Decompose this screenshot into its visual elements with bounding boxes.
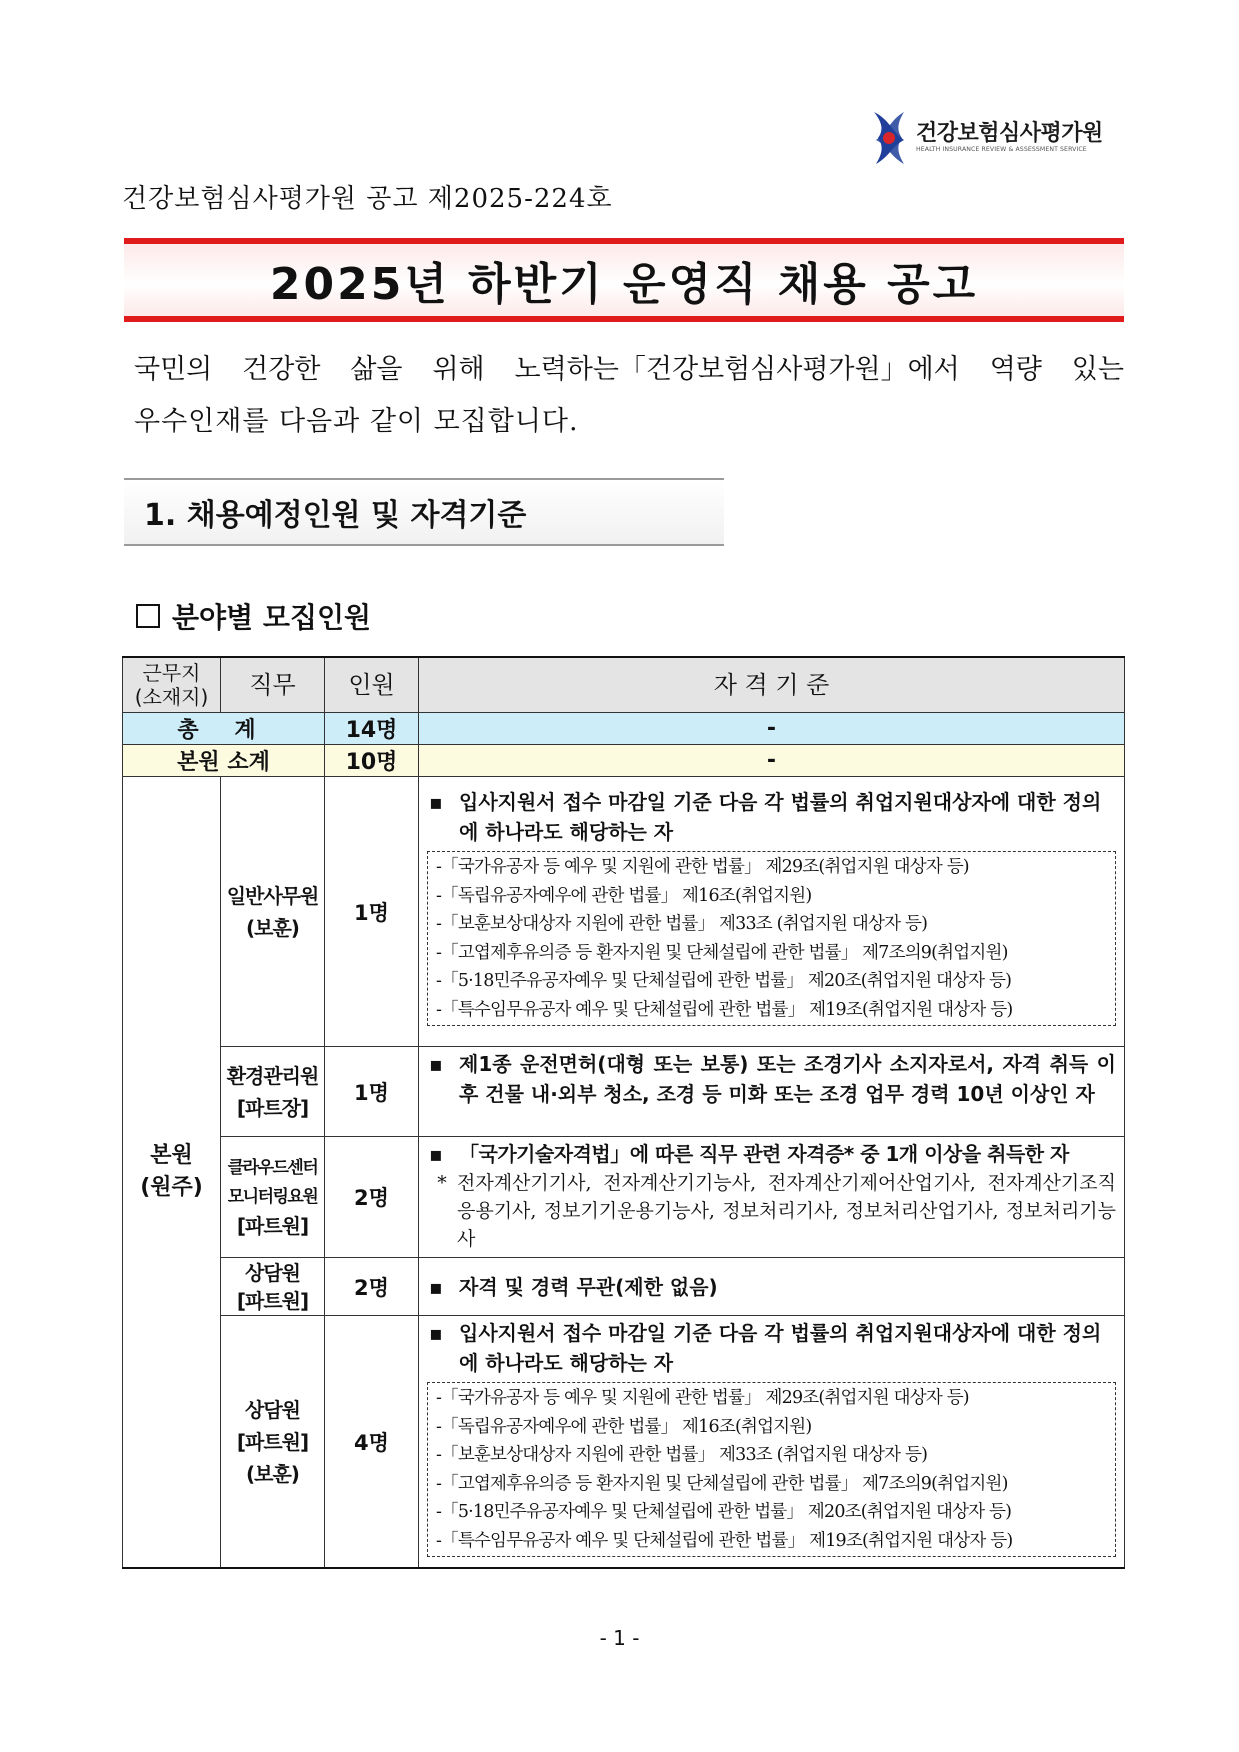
count-cell: 4명 [325, 1316, 419, 1569]
header-location-line2: (소재지) [134, 685, 209, 709]
criteria-bullet [427, 1272, 1116, 1302]
law-item: -「고엽제후유의증 등 환자지원 및 단체설립에 관한 법률」 제7조의9(취업지원) [436, 1473, 1008, 1494]
law-item: -「보훈보상대상자 지원에 관한 법률」 제33조 (취업지원 대상자 등) [436, 1445, 928, 1465]
header-location [123, 657, 221, 713]
criteria-bullet [427, 787, 1116, 847]
section-heading: 1. 채용예정인원 및 자격기준 [124, 478, 724, 546]
subtotal-label: 본원 소계 [123, 745, 325, 777]
intro-word: 위해 [432, 354, 485, 385]
subtotal-count: 10명 [325, 745, 419, 777]
recruitment-table [122, 656, 1125, 1569]
job-line3: [파트원] [236, 1213, 309, 1238]
job-line1: 상담원 [245, 1260, 300, 1285]
count-cell: 2명 [325, 1137, 419, 1258]
job-line2: [파트원] [236, 1288, 309, 1313]
location-line1: 본원 [150, 1143, 193, 1168]
job-line3: (보훈) [246, 1461, 299, 1486]
law-item: -「고엽제후유의증 등 환자지원 및 단체설립에 관한 법률」 제7조의9(취업지원) [436, 942, 1008, 963]
certificate-list: 전자계산기기사, 전자계산기기능사, 전자계산기제어산업기사, 전자계산기조직응용기사, 정보기기운용기능사, 정보처리기사, 정보처리산업기사, 정보처리기능사 [457, 1172, 1116, 1250]
job-cell [221, 1316, 325, 1569]
job-cell [221, 777, 325, 1047]
criteria-bullet [427, 1139, 1116, 1169]
organization-logo [868, 110, 1108, 166]
header-location-line1: 근무지 [142, 661, 201, 685]
certificate-note [427, 1169, 1116, 1253]
bullet-mark: ▪ [429, 1052, 443, 1076]
table-header-row [123, 657, 1125, 713]
subtotal-criteria: - [419, 745, 1125, 777]
criteria-cell [419, 1316, 1125, 1569]
count-cell: 1명 [325, 777, 419, 1047]
intro-word: 국민의 [134, 354, 213, 385]
table-row [123, 1316, 1125, 1569]
criteria-cell [419, 777, 1125, 1047]
table-row [123, 1137, 1125, 1258]
bullet-mark: ▪ [429, 790, 443, 814]
criteria-cell [419, 1137, 1125, 1258]
subtotal-row [123, 745, 1125, 777]
job-line2: [파트원] [236, 1429, 309, 1454]
location-line2: (원주) [140, 1175, 203, 1200]
criteria-bullet [427, 1318, 1116, 1378]
note-star: * [437, 1172, 447, 1194]
page-number: - 1 - [599, 1626, 640, 1650]
criteria-bullet-text: 자격 및 경력 무관(제한 없음) [459, 1274, 718, 1299]
law-item: -「특수임무유공자 예우 및 단체설립에 관한 법률」 제19조(취업지원 대상자 등) [436, 1530, 1013, 1551]
criteria-cell [419, 1258, 1125, 1316]
count-cell: 2명 [325, 1258, 419, 1316]
law-item: -「보훈보상대상자 지원에 관한 법률」 제33조 (취업지원 대상자 등) [436, 914, 928, 934]
intro-line-1 [134, 344, 1124, 396]
intro-word: 삶을 [350, 354, 403, 385]
law-item: -「독립유공자예우에 관한 법률」 제16조(취업지원) [436, 885, 812, 906]
notice-number: 건강보험심사평가원 공고 제2025-224호 [122, 184, 613, 214]
job-cell [221, 1258, 325, 1316]
subheading [136, 596, 371, 636]
total-label [123, 713, 325, 745]
bullet-mark: ▪ [429, 1321, 443, 1345]
law-item: -「5·18민주유공자예우 및 단체설립에 관한 법률」 제20조(취업지원 대상자 등) [436, 1502, 1012, 1522]
total-label-text: 총 계 [177, 718, 270, 743]
intro-word: 건강한 [242, 354, 321, 385]
table-row [123, 1047, 1125, 1137]
intro-word: 역량 [989, 354, 1042, 385]
job-line2: (보훈) [246, 915, 299, 940]
logo-emblem-icon [868, 110, 910, 166]
criteria-bullet-text: 「국가기술자격법」에 따른 직무 관련 자격증* 중 1개 이상을 취득한 자 [459, 1142, 1069, 1166]
intro-paragraph [134, 344, 1124, 448]
total-count: 14명 [325, 713, 419, 745]
total-criteria: - [419, 713, 1125, 745]
criteria-bullet-text: 입사지원서 접수 마감일 기준 다음 각 법률의 취업지원대상자에 대한 정의에 하나라도 해당하는 자 [459, 1321, 1102, 1375]
job-cell [221, 1047, 325, 1137]
logo-name: 건강보험심사평가원 [916, 121, 1103, 146]
law-item: -「국가유공자 등 예우 및 지원에 관한 법률」 제29조(취업지원 대상자 등) [436, 857, 969, 877]
title-band [124, 238, 1124, 322]
law-list [427, 1382, 1116, 1557]
job-line1: 상담원 [245, 1397, 300, 1422]
criteria-bullet-text: 제1종 운전면허(대형 또는 보통) 또는 조경기사 소지자로서, 자격 취득 이후 건물 내·외부 청소, 조경 등 미화 또는 조경 업무 경력 10년 이상인 자 [459, 1052, 1116, 1106]
criteria-cell [419, 1047, 1125, 1137]
job-cell [221, 1137, 325, 1258]
checkbox-icon [136, 604, 160, 628]
job-line1: 환경관리원 [226, 1063, 319, 1088]
total-row [123, 713, 1125, 745]
law-item: -「특수임무유공자 예우 및 단체설립에 관한 법률」 제19조(취업지원 대상자 등) [436, 999, 1013, 1020]
count-cell: 1명 [325, 1047, 419, 1137]
page-title: 2025년 하반기 운영직 채용 공고 [269, 259, 979, 310]
job-line1: 일반사무원 [226, 883, 319, 908]
bullet-mark: ▪ [429, 1274, 443, 1299]
law-item: -「국가유공자 등 예우 및 지원에 관한 법률」 제29조(취업지원 대상자 등) [436, 1388, 969, 1408]
location-cell [123, 777, 221, 1569]
intro-word: 노력하는「건강보험심사평가원」에서 [514, 354, 960, 385]
intro-line-2: 우수인재를 다음과 같이 모집합니다. [134, 406, 579, 437]
header-job: 직무 [221, 657, 325, 713]
job-line2: [파트장] [236, 1095, 309, 1120]
law-item: -「독립유공자예우에 관한 법률」 제16조(취업지원) [436, 1416, 812, 1437]
subheading-text: 분야별 모집인원 [172, 601, 372, 634]
law-list [427, 851, 1116, 1026]
logo-subtitle: HEALTH INSURANCE REVIEW & ASSESSMENT SERVICE [916, 146, 1087, 153]
criteria-bullet-text: 입사지원서 접수 마감일 기준 다음 각 법률의 취업지원대상자에 대한 정의에 하나라도 해당하는 자 [459, 790, 1102, 844]
intro-word: 있는 [1071, 354, 1124, 385]
bullet-mark: ▪ [429, 1142, 443, 1166]
criteria-bullet [427, 1049, 1116, 1109]
header-count: 인원 [325, 657, 419, 713]
job-line2: 모니터링요원 [227, 1186, 318, 1207]
table-row [123, 777, 1125, 1047]
job-line1: 클라우드센터 [227, 1157, 318, 1178]
law-item: -「5·18민주유공자예우 및 단체설립에 관한 법률」 제20조(취업지원 대상자 등) [436, 971, 1012, 991]
table-row [123, 1258, 1125, 1316]
header-criteria: 자 격 기 준 [419, 657, 1125, 713]
